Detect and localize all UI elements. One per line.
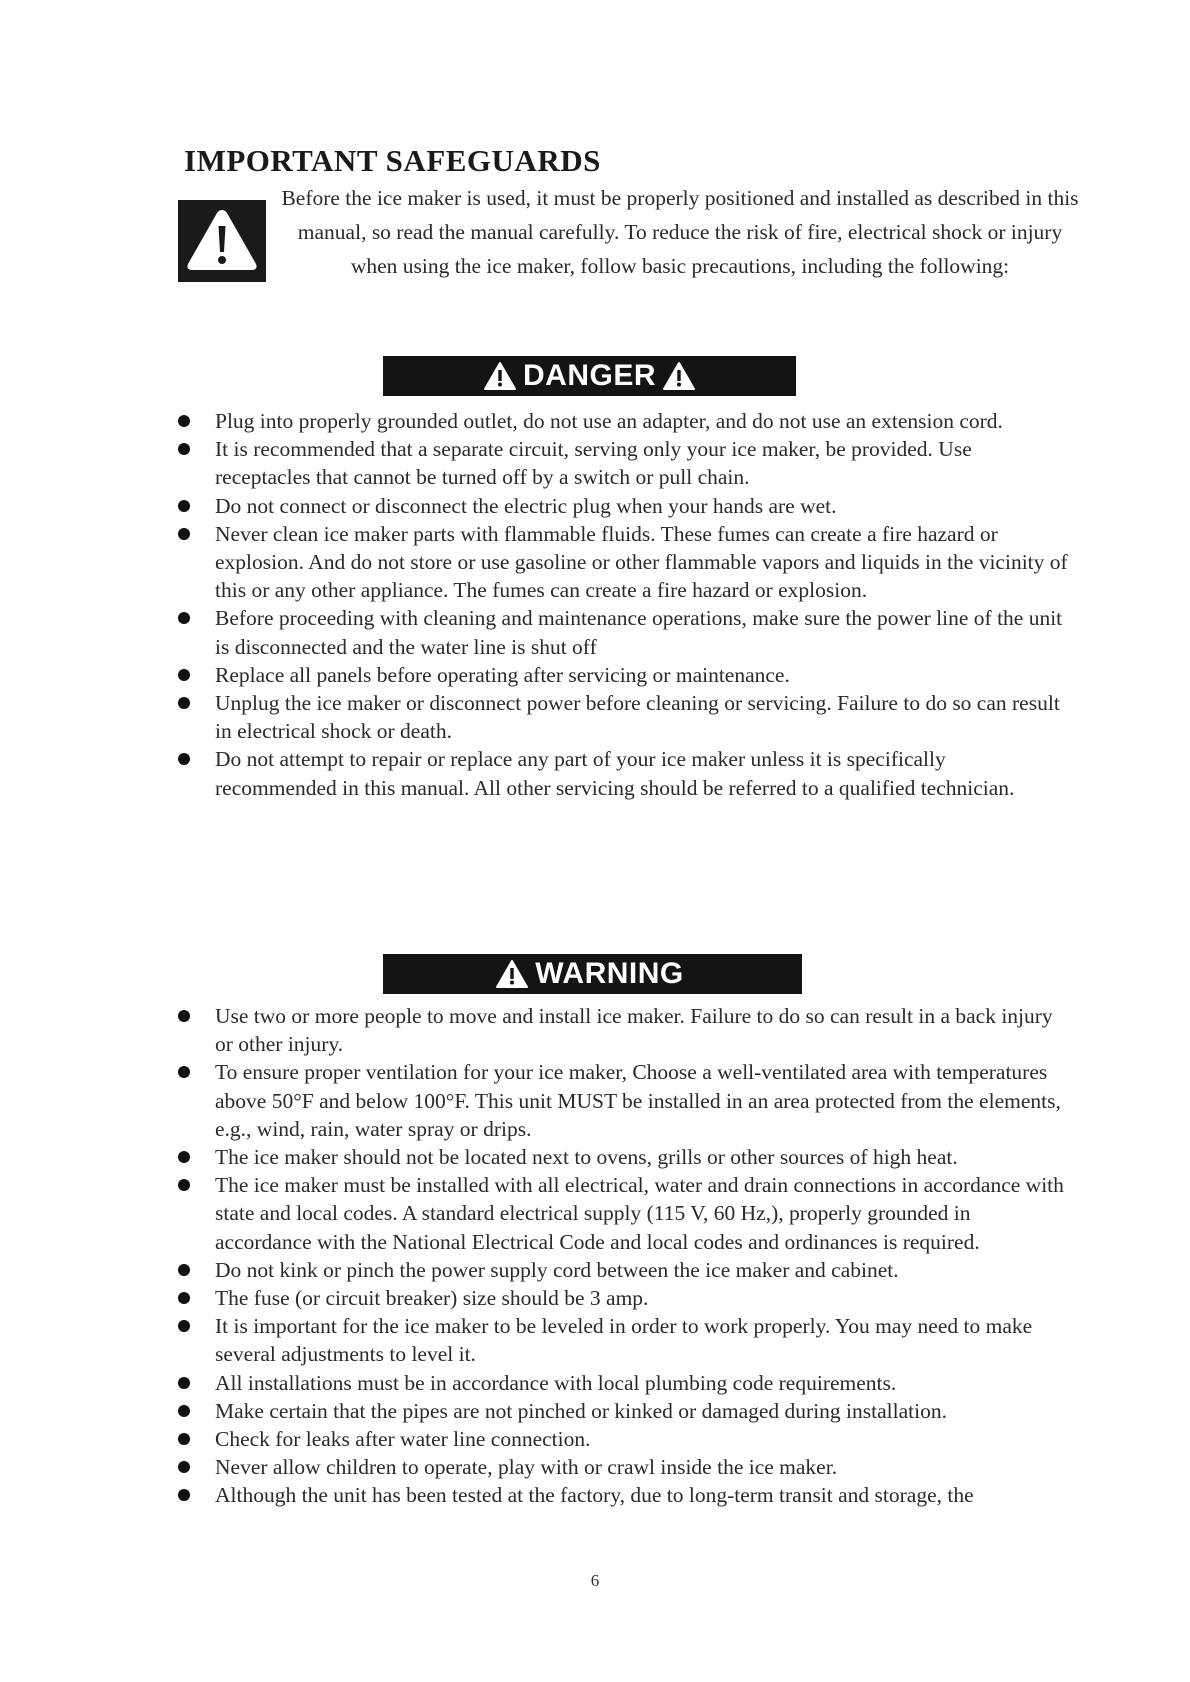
- list-item: Although the unit has been tested at the factory, due to long-term transit and storage, the: [0, 1481, 1190, 1509]
- bullet-icon: [178, 1377, 190, 1389]
- list-item: Unplug the ice maker or disconnect power before cleaning or servicing. Failure to do so can result in electrical shock or death.: [0, 689, 1190, 745]
- bullet-icon: [178, 1433, 190, 1445]
- bullet-icon: [178, 697, 190, 709]
- list-item: Check for leaks after water line connection.: [0, 1425, 1190, 1453]
- bullet-icon: [178, 528, 190, 540]
- intro-paragraph: Before the ice maker is used, it must be properly positioned and installed as described in this manual, so read the manual carefully. To reduce the risk of fire, electrical shock or injury when using the ice maker, follow basic precautions, including the following:: [281, 186, 1079, 278]
- bullet-icon: [178, 1405, 190, 1417]
- list-item: Replace all panels before operating after servicing or maintenance.: [0, 661, 1190, 689]
- warning-list: [0, 1002, 1190, 1510]
- danger-left-icon: [483, 361, 517, 391]
- bullet-icon: [178, 1179, 190, 1191]
- warning-label: WARNING: [535, 957, 684, 990]
- bullet-icon: [178, 1461, 190, 1473]
- list-item: Make certain that the pipes are not pinched or kinked or damaged during installation.: [0, 1397, 1190, 1425]
- bullet-icon: [178, 1151, 190, 1163]
- list-item: The fuse (or circuit breaker) size should be 3 amp.: [0, 1284, 1190, 1312]
- list-item: Plug into properly grounded outlet, do not use an adapter, and do not use an extension cord.: [0, 407, 1190, 435]
- page-number: 6: [590, 1571, 600, 1590]
- bullet-icon: [178, 1320, 190, 1332]
- list-item: It is important for the ice maker to be leveled in order to work properly. You may need to make several adjustments to level it.: [0, 1312, 1190, 1368]
- bullet-icon: [178, 1264, 190, 1276]
- bullet-icon: [178, 753, 190, 765]
- warning-banner: [383, 954, 802, 994]
- bullet-icon: [178, 669, 190, 681]
- danger-list: [0, 407, 1190, 802]
- warning-banner-icon: [495, 959, 529, 989]
- bullet-icon: [178, 415, 190, 427]
- list-item: Never allow children to operate, play with or crawl inside the ice maker.: [0, 1453, 1190, 1481]
- danger-banner: [383, 356, 796, 396]
- list-item: Do not connect or disconnect the electric plug when your hands are wet.: [0, 492, 1190, 520]
- bullet-icon: [178, 443, 190, 455]
- page-title: IMPORTANT SAFEGUARDS: [184, 143, 601, 178]
- bullet-icon: [178, 612, 190, 624]
- list-item: To ensure proper ventilation for your ice maker, Choose a well-ventilated area with temperatures above 50°F and below 100°F. This unit MUST be installed in an area protected from the elements, e.g., wind, rain, water spray or drips.: [0, 1058, 1190, 1143]
- list-item: All installations must be in accordance with local plumbing code requirements.: [0, 1369, 1190, 1397]
- list-item: Do not attempt to repair or replace any part of your ice maker unless it is specifically recommended in this manual. All other servicing should be referred to a qualified technician.: [0, 745, 1190, 801]
- list-item: Do not kink or pinch the power supply cord between the ice maker and cabinet.: [0, 1256, 1190, 1284]
- list-item: Never clean ice maker parts with flammable fluids. These fumes can create a fire hazard or explosion. And do not store or use gasoline or other flammable vapors and liquids in the vicinity of this or any other appliance. The fumes can create a fire hazard or explosion.: [0, 520, 1190, 605]
- list-item: The ice maker must be installed with all electrical, water and drain connections in accordance with state and local codes. A standard electrical supply (115 V, 60 Hz,), properly grounded in accordance with the National Electrical Code and local codes and ordinances is required.: [0, 1171, 1190, 1256]
- list-item: It is recommended that a separate circuit, serving only your ice maker, be provided. Use receptacles that cannot be turned off by a switch or pull chain.: [0, 435, 1190, 491]
- list-item: Before proceeding with cleaning and maintenance operations, make sure the power line of the unit is disconnected and the water line is shut off: [0, 604, 1190, 660]
- bullet-icon: [178, 1292, 190, 1304]
- list-item: Use two or more people to move and install ice maker. Failure to do so can result in a back injury or other injury.: [0, 1002, 1190, 1058]
- danger-label: DANGER: [522, 359, 656, 392]
- bullet-icon: [178, 1489, 190, 1501]
- bullet-icon: [178, 500, 190, 512]
- bullet-icon: [178, 1010, 190, 1022]
- bullet-icon: [178, 1066, 190, 1078]
- list-item: The ice maker should not be located next to ovens, grills or other sources of high heat.: [0, 1143, 1190, 1171]
- warning-triangle-icon: [178, 200, 266, 282]
- danger-right-icon: [662, 361, 696, 391]
